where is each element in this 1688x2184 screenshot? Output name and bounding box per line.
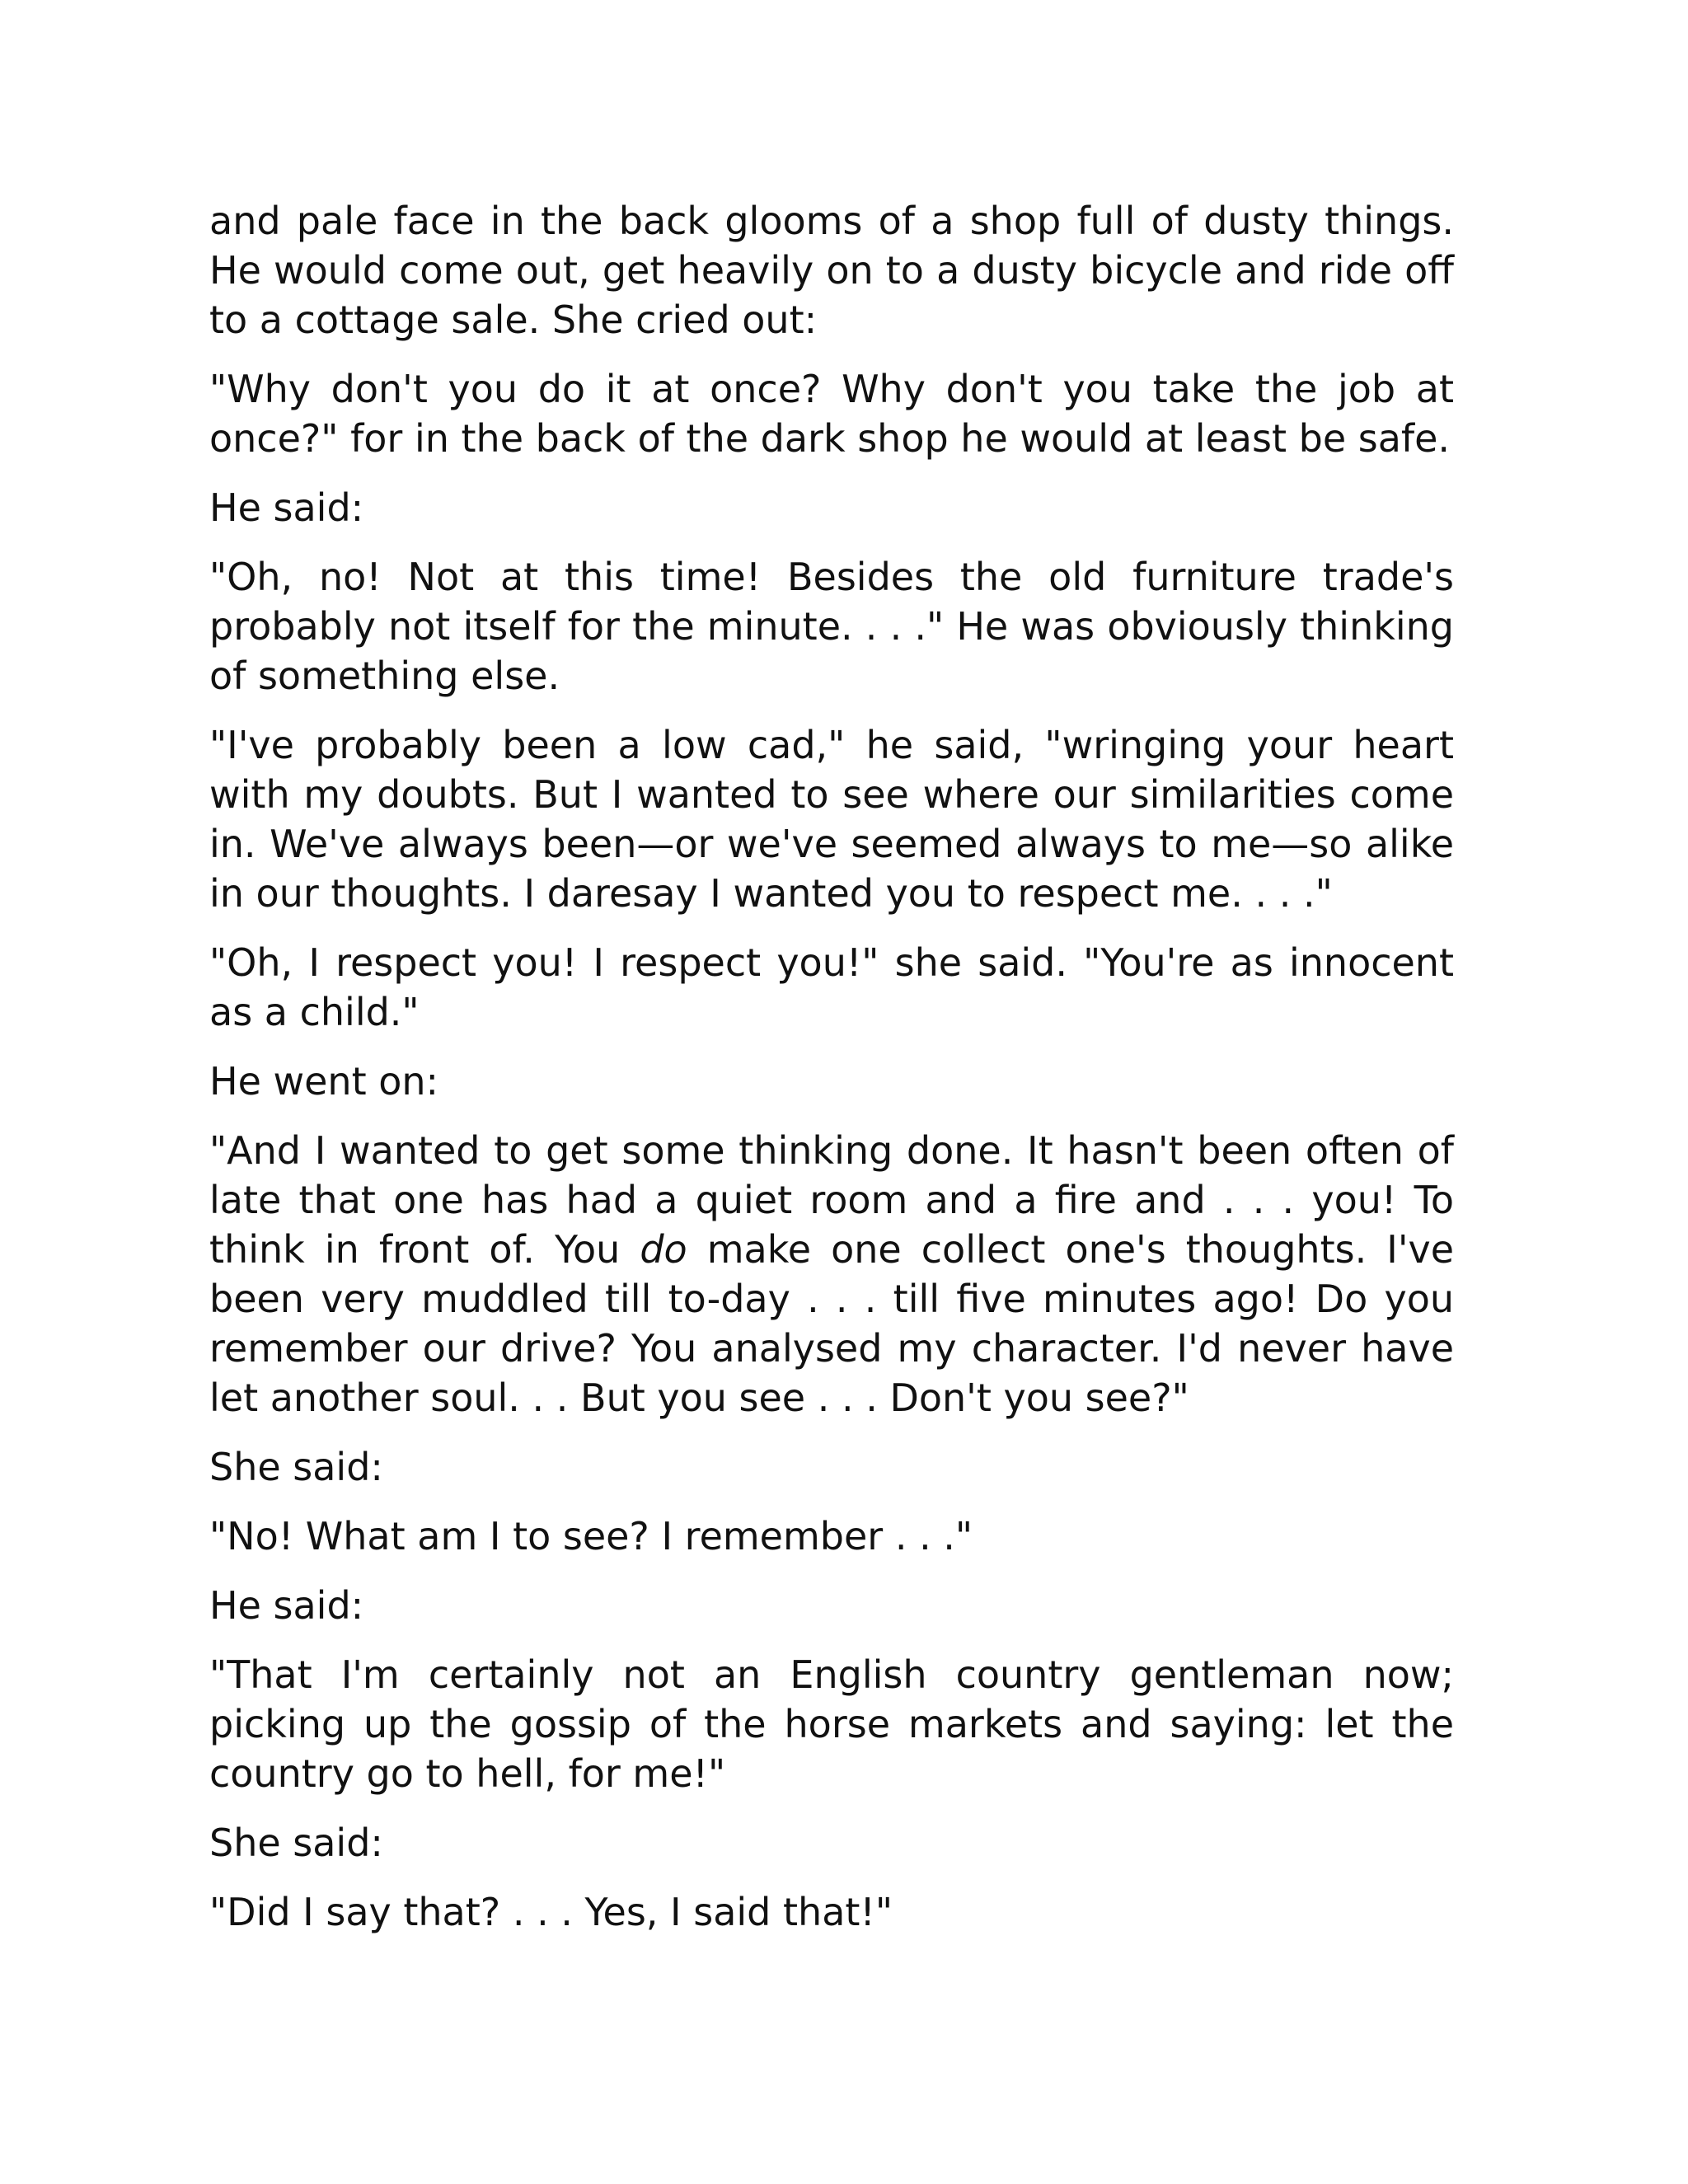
paragraph-11: He said: (209, 1583, 364, 1628)
document-page (209, 196, 1454, 1957)
paragraph-3: He said: (209, 485, 364, 530)
paragraph-9: She said: (209, 1445, 383, 1489)
paragraph-7: He went on: (209, 1059, 439, 1104)
paragraph-1: and pale face in the back glooms of a shop full of dusty things. He would come out, get heavily on to a dusty bicycle and ride off to a cottage sale. She cried out: (209, 199, 1454, 342)
paragraph-8 (209, 1126, 1454, 1422)
paragraph-13: She said: (209, 1821, 383, 1865)
paragraph-10: "No! What am I to see? I remember . . ." (209, 1514, 973, 1558)
paragraph-6: "Oh, I respect you! I respect you!" she said. "You're as innocent as a child." (209, 940, 1454, 1034)
paragraph-12: "That I'm certainly not an English country gentleman now; picking up the gossip of the horse markets and saying: let the country go to hell, for me!" (209, 1652, 1454, 1796)
paragraph-8-after: make one collect one's thoughts. I've been very muddled till to-day . . . till five minutes ago! Do you remember our drive? You analysed my character. I'd never have let another soul. . . But you see . . . Don't you see?" (209, 1227, 1454, 1420)
paragraph-5: "I've probably been a low cad," he said, "wringing your heart with my doubts. But I wanted to see where our similarities come in. We've always been—or we've seemed always to me—so alike in our thoughts. I daresay I wanted you to respect me. . . ." (209, 723, 1454, 916)
paragraph-4: "Oh, no! Not at this time! Besides the old furniture trade's probably not itself for the minute. . . ." He was obviously thinking of something else. (209, 555, 1454, 698)
emphasis-word: do (640, 1227, 687, 1272)
paragraph-2: "Why don't you do it at once? Why don't you take the job at once?" for in the back of the dark shop he would at least be safe. (209, 367, 1454, 461)
paragraph-14: "Did I say that? . . . Yes, I said that!" (209, 1890, 893, 1934)
paragraph-8-before: "And I wanted to get some thinking done. It hasn't been often of late that one has had a quiet room and a fire and . . . you! To think in front of. You (209, 1128, 1454, 1272)
